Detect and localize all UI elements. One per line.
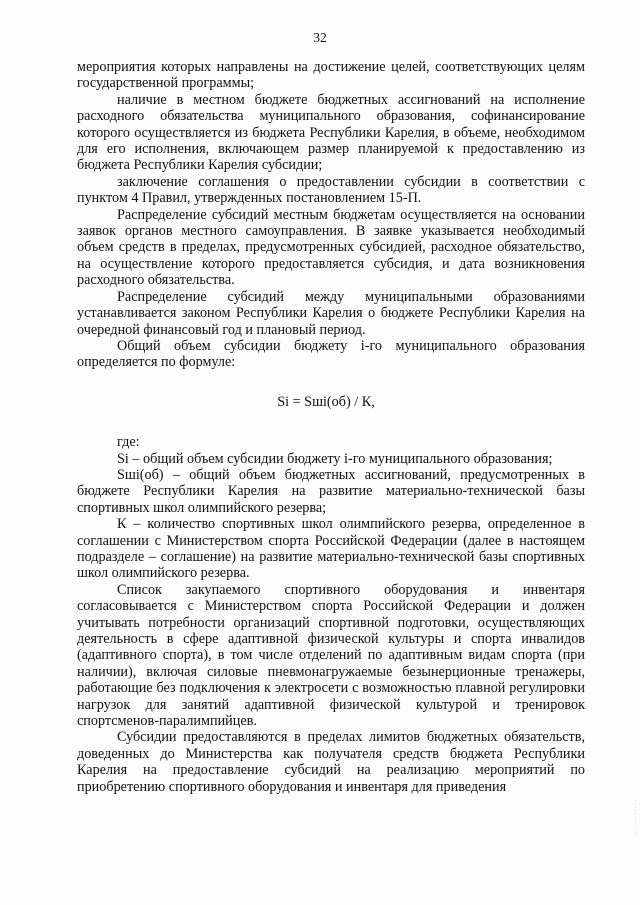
paragraph-subsidy-limits: Субсидии предоставляются в пределах лимитов бюджетных обязательств, доведенных до Министерства как получателя средств бюджета Республики Карелия на предоставление субсидий на реализацию мероприятий по приобретению спортивного оборудования и инвентаря для приведения <box>77 729 585 795</box>
paragraph-k-definition: К – количество спортивных школ олимпийского резерва, определенное в соглашении с Министерством спорта Российской Федерации (далее в настоящем подразделе – соглашение) на развитие материально-технической базы спортивных школ олимпийского резерва. <box>77 516 585 582</box>
paragraph-budget-allocation: наличие в местном бюджете бюджетных ассигнований на исполнение расходного обязательства муниципального образования, софинансирование которого осуществляется из бюджета Республики Карелия, в объеме, необходимом для его исполнения, включающем размер планируемой к предоставлению из бюджета Республики Карелия субсидии; <box>77 91 585 174</box>
paragraph-where: где: <box>117 434 140 451</box>
subsidy-formula: Si = Sшi(об) / К, <box>277 393 375 410</box>
paragraph-formula-intro: Общий объем субсидии бюджету i-го муниципального образования определяется по формуле: <box>77 337 585 371</box>
paragraph-agreement: заключение соглашения о предоставлении субсидии в соответствии с пунктом 4 Правил, утвержденных постановлением 15-П. <box>77 173 585 207</box>
page-number: 32 <box>313 30 327 45</box>
margin-mark: · · · · · · · · · · · · <box>632 800 638 837</box>
paragraph-distribution: Распределение субсидий местным бюджетам осуществляется на основании заявок органов местного самоуправления. В заявке указывается необходимый объем средств в пределах, предусмотренных субсидией, расходное обязательство, на осуществление которого предоставляется субсидия, и дата возникновения расходного обязательства. <box>77 206 585 289</box>
paragraph-equipment-list: Список закупаемого спортивного оборудования и инвентаря согласовывается с Министерством спорта Российской Федерации и должен учитывать потребности организаций спортивной подготовки, осуществляющих деятельность в сфере адаптивной физической культуры и спорта инвалидов (адаптивного спорта), в том числе отделений по адаптивным видам спорта (при наличии), включая силовые пневмонагружаемые безынерционные тренажеры, работающие без подключения к электросети с возможностью плавной регулировки нагрузок для занятий адаптивной физической культурой и тренировок спортсменов-паралимпийцев. <box>77 581 585 730</box>
paragraph-distribution-law: Распределение субсидий между муниципальными образованиями устанавливается законом Республики Карелия о бюджете Республики Карелия на очередной финансовый год и плановый период. <box>77 288 585 338</box>
paragraph-continuation: мероприятия которых направлены на достижение целей, соответствующих целям государственной программы; <box>77 59 585 92</box>
paragraph-si-definition: Si – общий объем субсидии бюджету i-го муниципального образования; <box>117 450 553 467</box>
paragraph-sshi-definition: Sшi(об) – общий объем бюджетных ассигнований, предусмотренных в бюджете Республики Карелия на развитие материально-технической базы спортивных школ олимпийского резерва; <box>77 466 585 516</box>
document-body <box>77 59 585 795</box>
